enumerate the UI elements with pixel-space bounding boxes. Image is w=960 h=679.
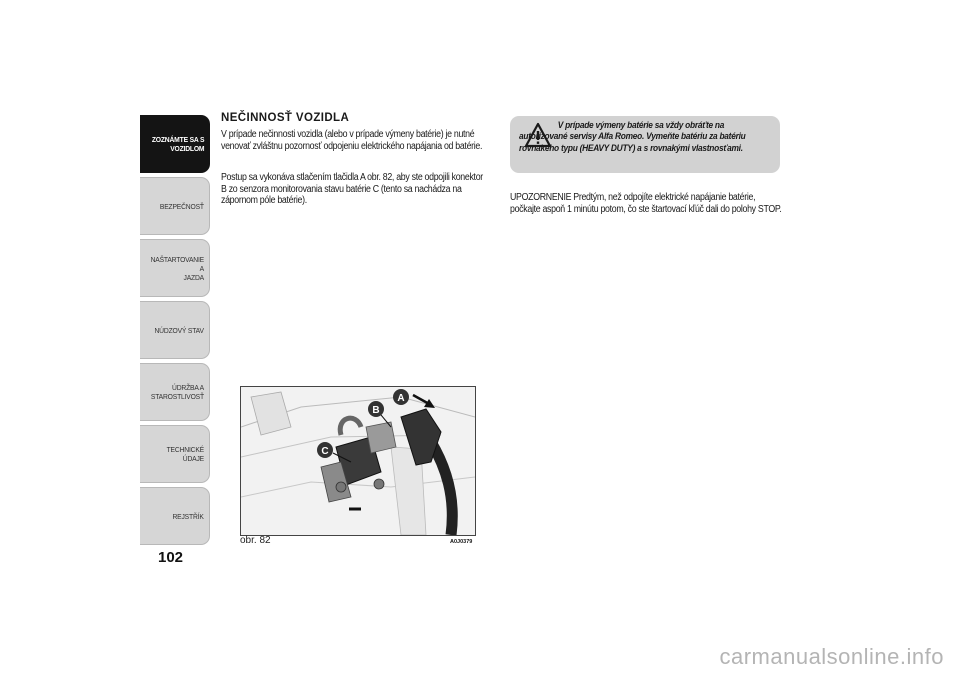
warning-box (510, 116, 780, 173)
tab-maintenance[interactable] (140, 363, 210, 421)
tab-index[interactable] (140, 487, 210, 545)
callout-c-label: C (321, 446, 329, 457)
tab-label: TECHNICKÉ ÚDAJE (166, 445, 204, 463)
section-heading: NEČINNOSŤ VOZIDLA (221, 112, 350, 124)
tab-label: ZOZNÁMTE SA S VOZIDLOM (151, 135, 204, 153)
callout-a-label: A (397, 393, 405, 404)
callout-b-label: B (372, 405, 380, 416)
watermark: carmanualsonline.info (719, 644, 944, 669)
figure-code: A0J0379 (450, 539, 473, 545)
paragraph-1: V prípade nečinnosti vozidla (alebo v prípade výmeny batérie) je nutné venovať zvláštnu pozornosť odpojeniu elektrického napájania od batérie. (221, 129, 483, 152)
tab-emergency[interactable] (140, 301, 210, 359)
battery-figure (240, 386, 476, 536)
warning-text: V prípade výmeny batérie sa vždy obráťte na autorizované servisy Alfa Romeo. Vymeňte batériu za batériu rovnakého typu (HEAVY DUTY) a s rovnakými vlastnosťami. (519, 120, 746, 154)
page-number: 102 (158, 549, 184, 566)
tab-label: NÚDZOVÝ STAV (154, 325, 204, 335)
tab-technical-data[interactable] (140, 425, 210, 483)
tab-label: REJSTŘÍK (172, 511, 204, 521)
paragraph-2: Postup sa vykonáva stlačením tlačidla A obr. 82, aby ste odpojili konektor B zo senzora monitorovania stavu batérie C (tento sa nachádza na zápornom póle batérie). (221, 172, 483, 206)
tab-label: BEZPEČNOSŤ (160, 201, 204, 211)
tab-safety[interactable] (140, 177, 210, 235)
battery-connector-illustration (241, 387, 475, 535)
tab-label: NAŠTARTOVANIE A JAZDA (150, 254, 204, 282)
figure-caption: obr. 82 (240, 535, 271, 546)
tab-intro[interactable] (140, 115, 210, 173)
tab-starting[interactable] (140, 239, 210, 297)
tab-label: ÚDRŽBA A STAROSTLIVOSŤ (150, 383, 204, 401)
notice-paragraph: UPOZORNENIE Predtým, než odpojíte elektrické napájanie batérie, počkajte aspoň 1 minútu potom, čo ste štartovací kľúč dali do polohy STOP. (510, 192, 782, 215)
